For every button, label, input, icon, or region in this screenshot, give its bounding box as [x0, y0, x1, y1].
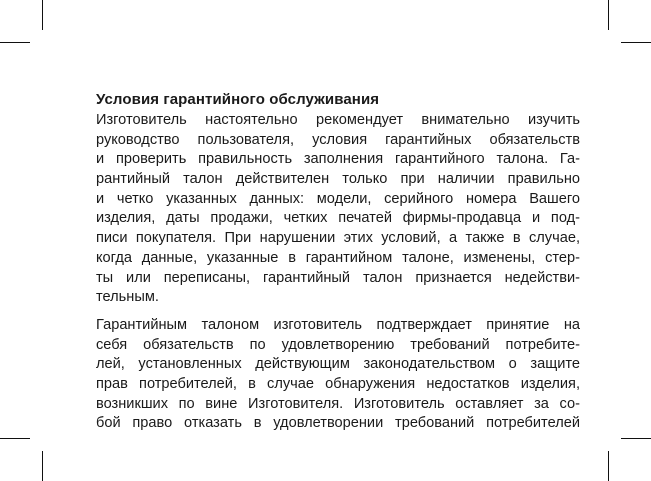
paragraph-warranty-card-validity	[96, 111, 580, 308]
crop-mark-bottom-left-horizontal	[0, 438, 30, 439]
crop-mark-top-right-horizontal	[621, 42, 651, 43]
paragraph-manufacturer-obligations	[96, 316, 580, 434]
text-line: когда данные, указанные в гарантийном талоне, изменены, стер-	[96, 249, 580, 266]
crop-mark-bottom-left-vertical	[42, 451, 43, 481]
crop-mark-bottom-right-vertical	[608, 451, 609, 481]
crop-mark-top-left-vertical	[42, 0, 43, 30]
crop-mark-top-right-vertical	[608, 0, 609, 30]
text-line: ты или переписаны, гарантийный талон признается недействи-	[96, 269, 580, 286]
warranty-terms-section	[96, 90, 580, 434]
text-line: писи покупателя. При нарушении этих условий, а также в случае,	[96, 230, 580, 247]
text-line: себя обязательств по удовлетворению требований потребите-	[96, 336, 580, 353]
text-line: бой право отказать в удовлетворении требований потребителей	[96, 415, 580, 432]
crop-mark-top-left-horizontal	[0, 42, 30, 43]
text-line: руководство пользователя, условия гарантийных обязательств	[96, 131, 580, 148]
text-line: тельным.	[96, 289, 159, 306]
text-line: прав потребителей, в случае обнаружения недостатков изделия,	[96, 375, 580, 392]
text-line: рантийный талон действителен только при наличии правильно	[96, 171, 580, 188]
text-line: Гарантийным талоном изготовитель подтверждает принятие на	[96, 316, 580, 333]
text-line: Изготовитель настоятельно рекомендует внимательно изучить	[96, 112, 580, 128]
section-heading: Условия гарантийного обслуживания	[96, 91, 380, 108]
text-line: и проверить правильность заполнения гарантийного талона. Га-	[96, 151, 580, 168]
text-line: лей, установленных действующим законодательством о защите	[96, 356, 580, 373]
crop-mark-bottom-right-horizontal	[621, 438, 651, 439]
text-line: возникших по вине Изготовителя. Изготовитель оставляет за со-	[96, 395, 580, 412]
text-line: и четко указанных данных: модели, серийного номера Вашего	[96, 190, 580, 207]
text-line: изделия, даты продажи, четких печатей фирмы-продавца и под-	[96, 210, 580, 227]
